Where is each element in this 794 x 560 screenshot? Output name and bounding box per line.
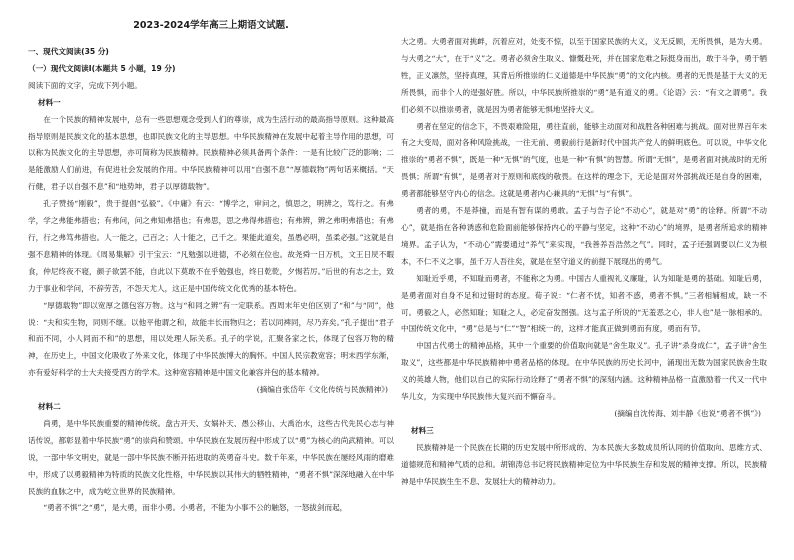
paragraph: 尚勇，是中华民族重要的精神传统。盘古开天、女娲补天、愚公移山、大禹治水，这些古代先民心志与神话传说，都彰显着中华民族“勇”的崇尚和赞颂。中华民族在发展历程中形成了以“勇”为核心的尚武精神。可以说，一部中华文明史，就是一部中华民族不断开拓进取的英勇奋斗史。数千年来，中华民族在屡经风雨的磨难中，形成了以勇毅精神为特质的民族文化性格，中华民族以其伟大的牺牲精神，“勇者不惧”深深地融入在中华民族的血脉之中，成为屹立世界的民族精神。 — [28, 418, 394, 496]
material-1-label: 材料一 — [38, 97, 61, 107]
paragraph: 在一个民族的精神发展中，总有一些思想观念受到人们的尊崇，成为生活行动的最高指导原则。这种最高指导原则是民族文化的基本思想，也即民族文化的主导思想。中华民族精神在发展中起着主导作用的思想，可以称为民族文化的主导思想，亦可简称为民族精神。民族精神必须具备两个条件：一是有比较广泛的影响；二是能激励人们前进，有促进社会发展的作用。中华民族精神可以用“自强不息”“厚德载物”两句话来概括。“天行健，君子以自强不息”和“地势坤，君子以厚德载物”。 — [28, 114, 394, 192]
page-title: 2023-2024学年高三上期语文试题. — [133, 20, 289, 31]
instruction: 阅读下面的文字，完成下列小题。 — [28, 80, 142, 90]
source-citation: (摘编自张岱年《文化传统与民族精神》) — [256, 385, 388, 395]
paragraph: 民族精神是一个民族在长期的历史发展中所形成的、为本民族大多数成员所认同的价值取向、思维方式、道德规范和精神气质的总和。胡锦涛总书记将民族精神定位为中华民族生存和发展的精神支撑。所以，民族精神是中华民族生生不息、发展壮大的精神动力。 — [401, 442, 767, 486]
paragraph: 孔子赞扬“刚毅”，贵于提倡“弘毅”。《中庸》有云：“博学之，审问之，慎思之，明辨之，笃行之。有弗学，学之弗能弗措也；有弗问，问之弗知弗措也；有弗思，思之弗得弗措也；有弗辨，辨之弗明弗措也；有弗行，行之弗笃弗措也。人一能之，己百之；人十能之，己千之。果能此道矣，虽愚必明，虽柔必强。”这就是自强不息精神的体现。《周易集解》引干宝云：“凡勉强以进德，不必须在位也。故尧舜一日万机，文王日昃不暇食，仲尼终夜不寝，颜子欲罢不能，自此以下莫敢不在乎勉强也，终日乾乾，夕惕若厉。”后世的有志之士，致力于事业和学问，不辞劳苦，不怨天尤人，这正是中国传统文化优秀的基本特色。 — [28, 199, 394, 293]
section-heading: 一、现代文阅读(35 分) — [28, 47, 109, 56]
paragraph: 勇者在坚定的信念下，不畏艰难险阻，勇往直前，能够主动面对和战胜各种困难与挑战。面对世界百年未有之大变局，面对各种风险挑战，一往无前、勇毅前行是新时代中国共产党人的鲜明底色。可以说，中华文化推崇的“勇者不惧”，既是一种“无惧”的气度，也是一种“有惧”的智慧。所谓“无惧”，是勇者面对挑战时的无所畏惧；所谓“有惧”，是勇者对于原则和底线的敬畏。在这样的理念下，无论是面对外部挑战还是自身的困难，勇者都能够坚守内心的信念。这就是勇者内心兼具的“无惧”与“有惧”。 — [401, 121, 767, 199]
material-3-label: 材料三 — [411, 425, 434, 435]
subsection-heading: （一）现代文阅读I(本题共 5 小题，19 分) — [28, 63, 176, 73]
right-column — [401, 34, 767, 490]
source-citation: (摘编自沈传海、刘丰静《也说“勇者不惧”》) — [614, 408, 761, 418]
paragraph: 大之勇。大勇者面对挑衅，沉着应对，处变不惊，以至于国家民族的大义，义无反顾，无所畏惧，是为大勇。与大勇之“大”，在于“义”之。勇者必须舍生取义、慷慨赴死，并在国家危难之际挺身而出，敢于斗争，勇于牺牲，正义凛然，坚持真理，其背后所推崇的仁义道德是中华民族“勇”的文化内核。勇者的无畏是基于大义的无所畏惧，而非个人的逞强好胜。所以，中华民族所推崇的“勇”是有道义的勇。《论语》云：“有文之谓勇”。我们必须不以推崇勇者，就是因为勇者能够无惧地坚持大义。 — [401, 37, 767, 114]
paragraph: 知耻近乎勇，不知耻而勇者，不能称之为勇。中国古人重视礼义廉耻，认为知耻是勇的基础。知耻后勇，是勇者面对自身不足和过错时的态度。荀子说：“仁者不忧，知者不惑，勇者不惧。”三者相辅相成，缺一不可。勇毅之人，必然知耻；知耻之人，必定奋发图强。这与孟子所说的“无羞恶之心，非人也”是一脉相承的。中国传统文化中，“勇”总是与“仁”“智”相统一的，这样才能真正做到勇而有度，勇而有节。 — [401, 273, 767, 334]
paragraph: “厚德载物”即以宽厚之德包容万物。这与“和同之辨”有一定联系。西周末年史伯区别了“和”与“同”，他说：“夫和实生物，同则不继。以他平他谓之和，故能丰长而物归之；若以同裨同，尽乃弃矣。”孔子提出“君子和而不同，小人同而不和”的思想，用以处理人际关系。孔子的学说，汇聚各家之长，体现了包容万物的精神，在历史上，中国文化吸收了外来文化，体现了中华民族博大的胸怀。中国人民宗教宽容；明末西学东渐，亦有爱好科学的士大夫接受西方的学术。这种宽容精神是中国文化兼容并包的基本精神。 — [28, 300, 394, 378]
paragraph: 中国古代勇士的精神品格，其中一个重要的价值取向就是“舍生取义”。孔子讲“杀身成仁”，孟子讲“舍生取义”，这些都是中华民族精神中勇者品格的体现。在中华民族的历史长河中，涌现出无数为国家民族舍生取义的英雄人物，他们以自己的实际行动诠释了“勇者不惧”的深刻内涵。这种精神品格一直激励着一代又一代中华儿女，为实现中华民族伟大复兴而不懈奋斗。 — [401, 341, 767, 402]
paragraph: “勇者不惧”之“勇”，是大勇，而非小勇。小勇者，不能为小事不公的触怒，一怒拔剑而起， — [43, 503, 348, 513]
paragraph: 勇者的勇，不是莽撞，而是有智有谋的勇敢。孟子与告子论“不动心”，就是对“勇”的诠释。所谓“不动心”，就是指在各种诱惑和危险面前能够保持内心的平静与坚定，这种“不动心”的境界，是勇者所追求的精神境界。孟子认为，“不动心”需要通过“养气”来实现，“我善养吾浩然之气”。同时，孟子还强调要以仁义为根本，不仁不义之事，虽千万人吾往矣，就是在坚守道义的前提下展现出的勇气。 — [401, 206, 767, 266]
material-2-label: 材料二 — [38, 402, 61, 412]
left-column — [28, 44, 394, 517]
